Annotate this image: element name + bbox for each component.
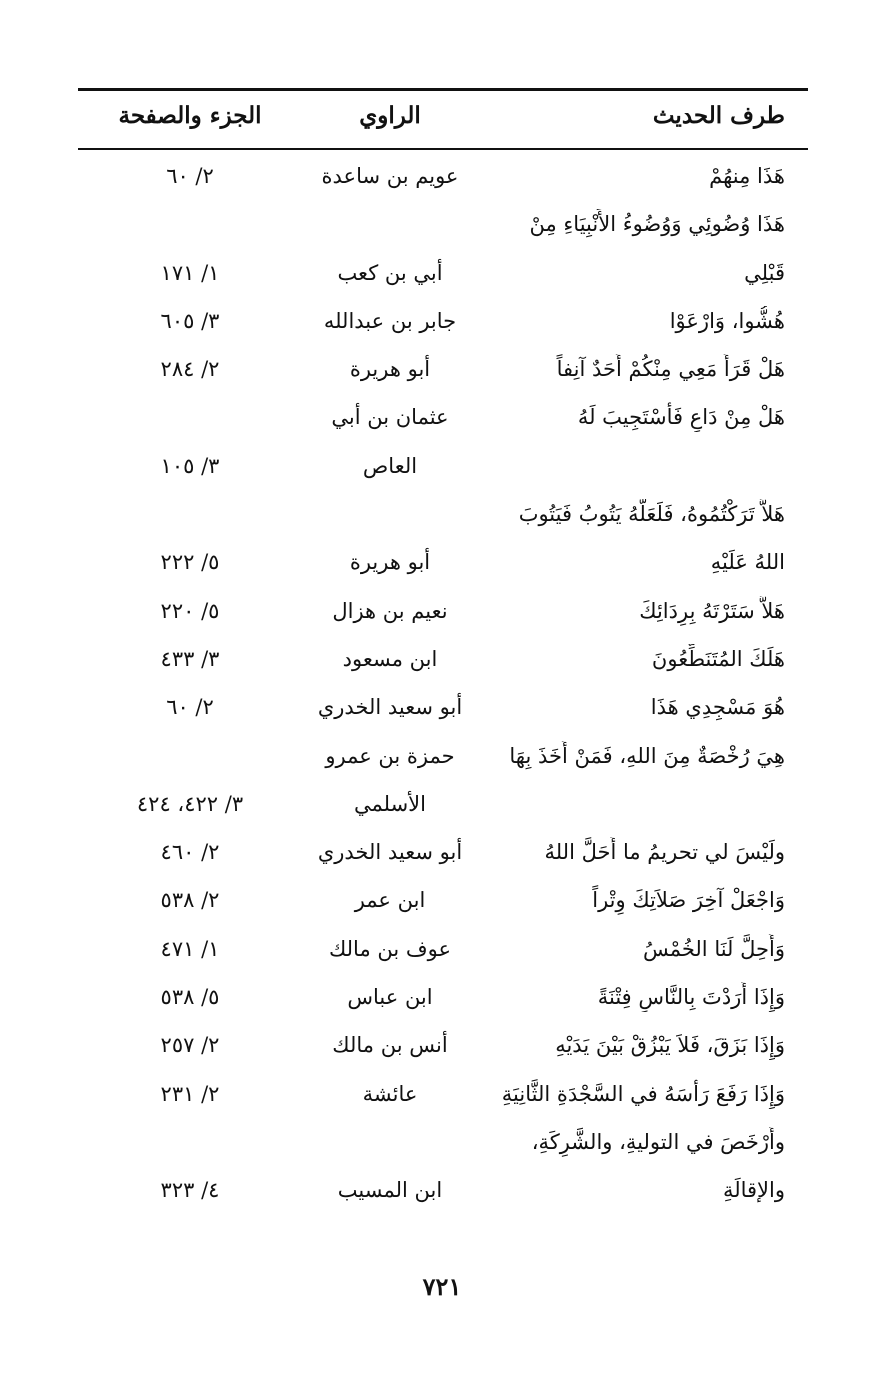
narrator-cell: عثمان بن أبي xyxy=(331,405,449,430)
table-row xyxy=(0,393,885,441)
reference-cell: ٢/ ٢٣١ xyxy=(160,1081,220,1106)
narrator-cell: حمزة بن عمرو xyxy=(325,743,455,768)
hadith-cell: هَلَكَ المُتَنَطِّعُونَ xyxy=(651,646,785,671)
reference-cell: ١/ ١٧١ xyxy=(160,260,220,285)
hadith-cell: وَأُحِلَّ لَنَا الخُمْسُ xyxy=(642,936,785,961)
narrator-cell: أبو هريرة xyxy=(349,357,431,382)
table-row xyxy=(0,200,885,248)
column-header-hadith: طرف الحديث xyxy=(652,102,785,129)
hadith-cell: وَإِذَا رَفَعَ رَأْسَهُ في السَّجْدَةِ الثَّانِيَةِ xyxy=(501,1081,785,1106)
table-row xyxy=(0,345,885,393)
table-row xyxy=(0,587,885,635)
hadith-cell: اللهُ عَلَيْهِ xyxy=(710,550,785,575)
reference-cell: ٤/ ٣٢٣ xyxy=(160,1178,220,1203)
hadith-cell: هَلاَّ سَتَرْتَهُ بِرِدَائِكَ xyxy=(639,598,785,623)
narrator-cell: عوف بن مالك xyxy=(328,936,452,961)
reference-cell: ٣/ ٤٢٢، ٤٢٤ xyxy=(136,791,244,816)
narrator-cell: أبو سعيد الخدري xyxy=(317,840,463,865)
table-row xyxy=(0,732,885,780)
hadith-cell: هَذَا وُضُوئِي وَوُضُوءُ الأَنْبِيَاءِ مِنْ xyxy=(529,212,785,237)
column-header-narrator: الراوي xyxy=(359,102,421,129)
reference-cell: ٢/ ٢٥٧ xyxy=(160,1033,220,1058)
table-row xyxy=(0,442,885,490)
hadith-cell: هَذَا مِنهُمْ xyxy=(709,164,785,188)
table-row xyxy=(0,490,885,538)
column-header-reference: الجزء والصفحة xyxy=(118,102,262,129)
hadith-cell: هُشُّوا، وَارْعَوْا xyxy=(669,308,785,333)
reference-cell: ٣/ ٦٠٥ xyxy=(160,308,220,333)
table-row xyxy=(0,249,885,297)
reference-cell: ٥/ ٥٣٨ xyxy=(160,985,220,1010)
hadith-cell: وأَرْخَصَ في التوليةِ، والشَّرِكَةِ، xyxy=(531,1129,785,1154)
top-rule xyxy=(78,88,808,91)
page-number: ٧٢١ xyxy=(422,1272,462,1301)
table-row xyxy=(0,635,885,683)
hadith-cell: هَلْ قَرَأَ مَعِي مِنْكُمْ أَحَدٌ آنِفاً xyxy=(556,357,785,382)
narrator-cell: أبو هريرة xyxy=(349,550,431,575)
hadith-cell: هَلاَّ تَرَكْتُمُوهُ، فَلَعَلَّهُ يَتُوبُ فَيَتُوبَ xyxy=(518,502,785,527)
table-row xyxy=(0,538,885,586)
narrator-cell: ابن عباس xyxy=(347,985,433,1010)
hadith-cell: ولَيْسَ لي تحريمُ ما أَحَلَّ اللهُ xyxy=(544,840,785,865)
reference-cell: ٢/ ٢٨٤ xyxy=(160,357,220,382)
narrator-cell: نعيم بن هزال xyxy=(332,598,448,623)
hadith-cell: قَبْلِي xyxy=(744,260,785,285)
narrator-cell: عويم بن ساعدة xyxy=(321,164,459,188)
header-rule xyxy=(78,148,808,150)
reference-cell: ٥/ ٢٢٢ xyxy=(160,550,220,575)
table-row xyxy=(0,828,885,876)
table-row xyxy=(0,925,885,973)
narrator-cell: العاص xyxy=(362,453,418,478)
table-row xyxy=(0,1166,885,1214)
table-row xyxy=(0,297,885,345)
hadith-cell: وَاجْعَلْ آخِرَ صَلاَتِكَ وِتْراً xyxy=(592,888,785,913)
hadith-cell: وَإِذَا بَزَقَ، فَلاَ يَبْزُقْ بَيْنَ يَدَيْهِ xyxy=(555,1033,785,1058)
hadith-cell: هِيَ رُخْصَةٌ مِنَ اللهِ، فَمَنْ أَخَذَ بِهَا xyxy=(509,743,785,768)
table-row xyxy=(0,1070,885,1118)
hadith-cell: والإقالَةِ xyxy=(722,1178,785,1203)
reference-cell: ٣/ ١٠٥ xyxy=(160,453,220,478)
reference-cell: ٢/ ٥٣٨ xyxy=(160,888,220,913)
hadith-cell: هُوَ مَسْجِدِي هَذَا xyxy=(650,695,785,720)
narrator-cell: عائشة xyxy=(362,1081,418,1106)
narrator-cell: أنس بن مالك xyxy=(332,1033,448,1058)
narrator-cell: ابن عمر xyxy=(354,888,426,913)
narrator-cell: أبي بن كعب xyxy=(337,260,443,285)
reference-cell: ٥/ ٢٢٠ xyxy=(160,598,220,623)
table-row xyxy=(0,152,885,200)
table-row xyxy=(0,1118,885,1166)
reference-cell: ٢/ ٦٠ xyxy=(166,164,214,188)
table-row xyxy=(0,876,885,924)
table-row xyxy=(0,1021,885,1069)
narrator-cell: ابن مسعود xyxy=(342,646,438,671)
table-row xyxy=(0,973,885,1021)
hadith-cell: هَلْ مِنْ دَاعٍ فَأَسْتَجِيبَ لَهُ xyxy=(577,405,785,430)
table-row xyxy=(0,683,885,731)
narrator-cell: الأسلمي xyxy=(353,791,426,816)
hadith-index-table xyxy=(0,152,885,1215)
narrator-cell: أبو سعيد الخدري xyxy=(317,695,463,720)
reference-cell: ١/ ٤٧١ xyxy=(160,936,220,961)
hadith-cell: وَإِذَا أَرَدْتَ بِالنَّاسِ فِتْنَةً xyxy=(597,985,785,1010)
narrator-cell: جابر بن عبدالله xyxy=(323,308,457,333)
narrator-cell: ابن المسيب xyxy=(337,1178,443,1203)
reference-cell: ٣/ ٤٣٣ xyxy=(160,646,220,671)
reference-cell: ٢/ ٦٠ xyxy=(166,695,214,720)
reference-cell: ٢/ ٤٦٠ xyxy=(160,840,220,865)
table-row xyxy=(0,780,885,828)
